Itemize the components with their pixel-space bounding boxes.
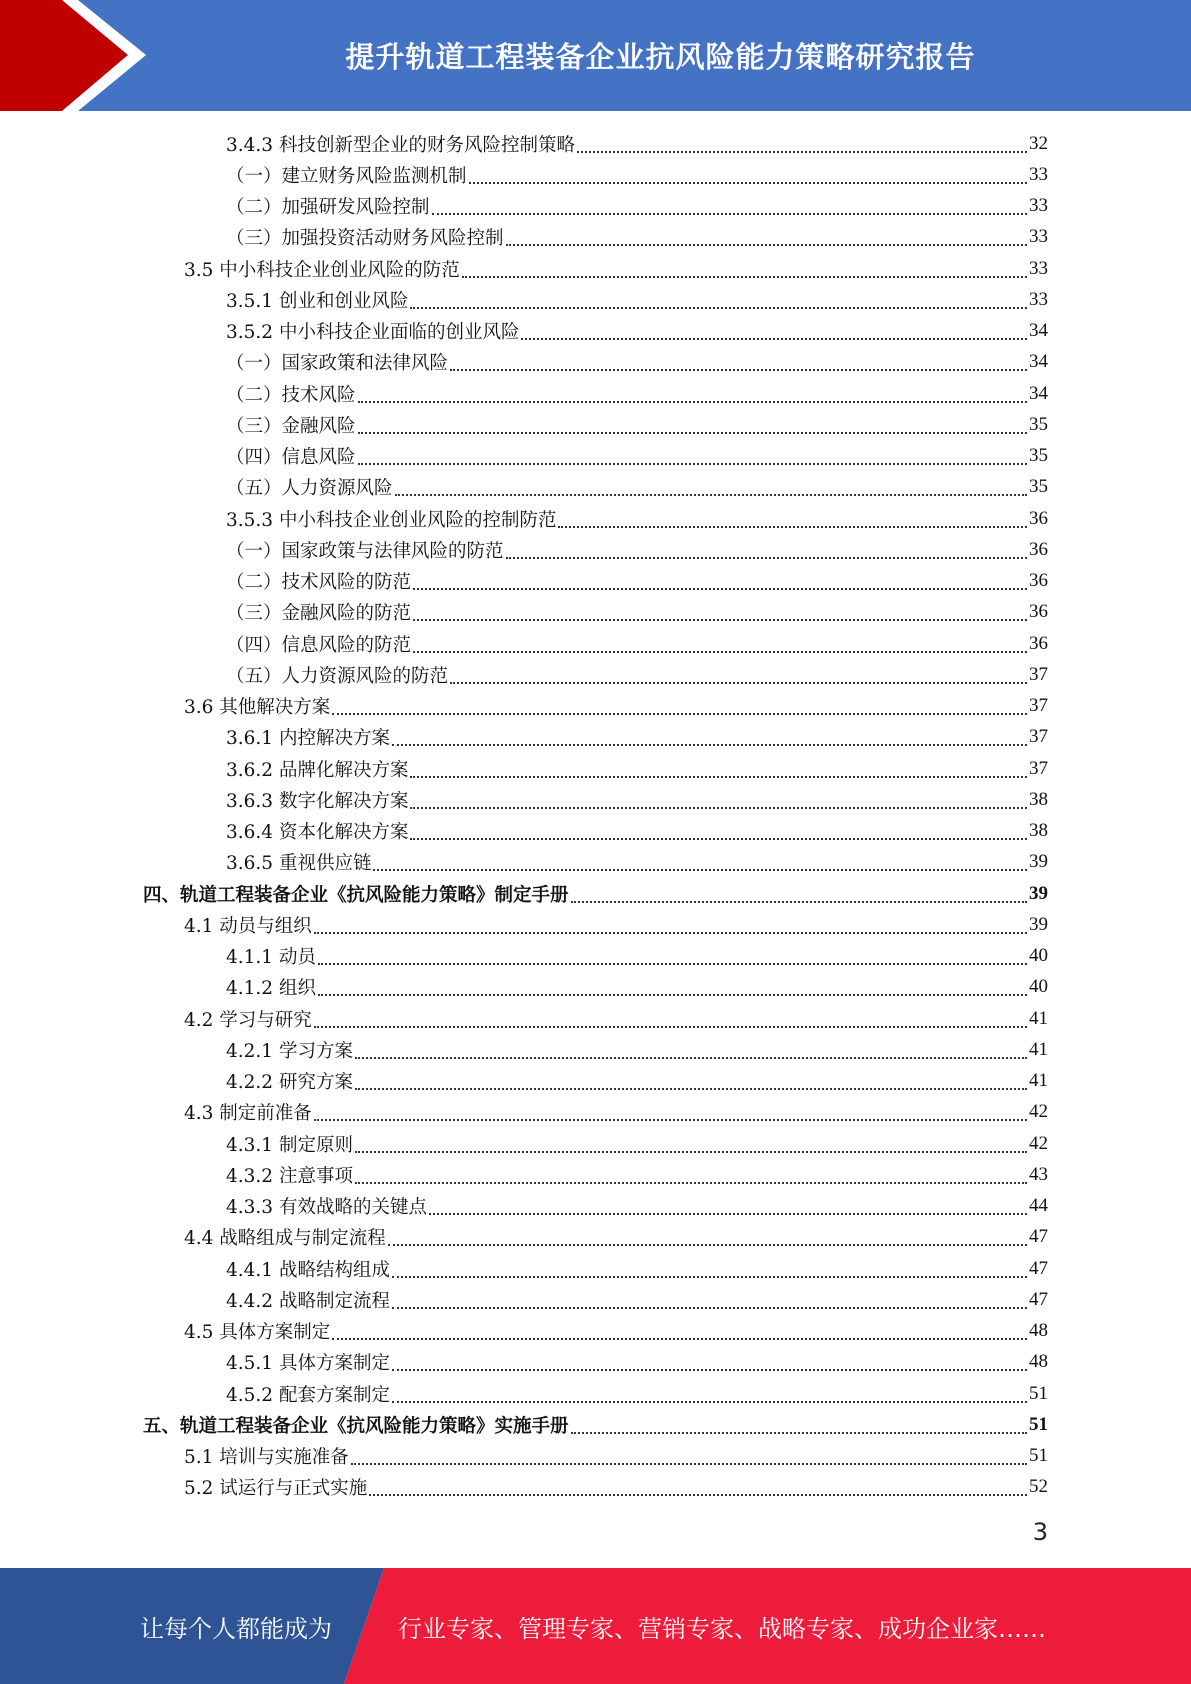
toc-dot-leader (450, 666, 1027, 684)
toc-entry-page: 37 (1029, 695, 1048, 716)
toc-entry-label: 4.2 学习与研究 (184, 1009, 312, 1031)
toc-entry-page: 48 (1029, 1351, 1048, 1373)
toc-entry-page: 51 (1029, 1413, 1048, 1435)
toc-dot-leader (429, 1197, 1027, 1215)
toc-entry-label: 3.5.2 中小科技企业面临的创业风险 (226, 322, 520, 343)
toc-entry-label: 4.4 战略组成与制定流程 (184, 1228, 386, 1250)
header-arrow-decoration (0, 0, 160, 111)
toc-entry[interactable] (226, 191, 1048, 222)
toc-entry-page: 39 (1029, 851, 1048, 873)
toc-entry-label: （三）金融风险 (226, 415, 356, 437)
toc-dot-leader (392, 1353, 1027, 1371)
toc-entry[interactable] (226, 316, 1048, 347)
toc-entry[interactable] (226, 941, 1048, 972)
toc-entry[interactable] (226, 597, 1048, 628)
toc-entry-page: 51 (1029, 1382, 1048, 1404)
toc-entry-page: 37 (1029, 663, 1048, 685)
footer-slogan-left: 让每个人都能成为 (140, 1614, 332, 1643)
toc-entry[interactable] (226, 441, 1048, 472)
toc-entry[interactable] (226, 1378, 1048, 1409)
toc-dot-leader (413, 635, 1027, 653)
toc-entry[interactable] (226, 534, 1048, 565)
toc-entry[interactable] (184, 1097, 1048, 1128)
toc-dot-leader (506, 228, 1027, 246)
toc-entry-page: 34 (1029, 382, 1048, 404)
toc-entry-label: 4.5.1 具体方案制定 (226, 1353, 390, 1375)
toc-entry[interactable] (226, 784, 1048, 815)
toc-entry-page: 43 (1029, 1163, 1048, 1185)
toc-entry-page: 44 (1029, 1195, 1048, 1216)
toc-entry-page: 33 (1029, 288, 1048, 310)
toc-dot-leader (410, 760, 1027, 778)
toc-entry-label: 4.5 具体方案制定 (184, 1322, 331, 1343)
toc-entry-label: 4.3.3 有效战略的关键点 (226, 1197, 427, 1218)
toc-dot-leader (410, 291, 1027, 309)
toc-entry-page: 41 (1029, 1007, 1048, 1029)
toc-dot-leader (392, 728, 1027, 746)
toc-dot-leader (413, 603, 1027, 621)
toc-dot-leader (373, 853, 1027, 871)
toc-dot-leader (395, 478, 1027, 496)
toc-entry[interactable] (226, 347, 1048, 378)
toc-entry[interactable] (143, 878, 1048, 909)
toc-entry-label: 3.5 中小科技企业创业风险的防范 (184, 259, 460, 281)
toc-entry[interactable] (226, 566, 1048, 597)
toc-entry-label: 4.3.2 注意事项 (226, 1165, 353, 1187)
toc-entry-label: 3.6 其他解决方案 (184, 697, 331, 718)
toc-entry[interactable] (184, 909, 1048, 940)
toc-entry-label: （三）加强投资活动财务风险控制 (226, 228, 504, 250)
toc-entry-page: 41 (1029, 1038, 1048, 1060)
toc-entry-page: 35 (1029, 413, 1048, 435)
toc-entry[interactable] (226, 1159, 1048, 1190)
page-number: 3 (1032, 1518, 1048, 1546)
toc-entry-page: 36 (1029, 538, 1048, 560)
toc-entry[interactable] (184, 1472, 1048, 1503)
toc-entry-page: 47 (1029, 1226, 1048, 1248)
toc-dot-leader (314, 1010, 1027, 1028)
report-title: 提升轨道工程装备企业抗风险能力策略研究报告 (345, 40, 976, 74)
toc-entry[interactable] (226, 284, 1048, 315)
toc-dot-leader (506, 541, 1027, 559)
toc-dot-leader (521, 322, 1027, 340)
toc-entry-label: 4.3 制定前准备 (184, 1103, 312, 1125)
toc-entry[interactable] (143, 1409, 1048, 1440)
page-header (0, 0, 1191, 111)
toc-entry-page: 47 (1029, 1288, 1048, 1310)
toc-entry[interactable] (226, 222, 1048, 253)
toc-entry-label: （四）信息风险 (226, 447, 356, 468)
toc-entry-label: 4.4.1 战略结构组成 (226, 1259, 390, 1281)
toc-entry-page: 33 (1029, 195, 1048, 216)
toc-entry[interactable] (226, 378, 1048, 409)
toc-dot-leader (571, 885, 1027, 903)
toc-entry[interactable] (226, 972, 1048, 1003)
toc-entry-page: 42 (1029, 1101, 1048, 1123)
toc-entry-label: （五）人力资源风险 (226, 478, 393, 500)
toc-entry-label: （一）建立财务风险监测机制 (226, 165, 467, 187)
toc-dot-leader (355, 1072, 1027, 1090)
toc-entry-page: 35 (1029, 445, 1048, 466)
toc-entry-label: 4.5.2 配套方案制定 (226, 1384, 390, 1406)
toc-entry-page: 36 (1029, 601, 1048, 623)
toc-entry[interactable] (226, 472, 1048, 503)
toc-entry-label: （四）信息风险的防范 (226, 634, 412, 656)
toc-entry-label: 4.2.1 学习方案 (226, 1040, 353, 1062)
toc-entry-page: 37 (1029, 757, 1048, 779)
toc-entry-page: 39 (1029, 913, 1048, 935)
toc-dot-leader (318, 978, 1027, 996)
toc-dot-leader (577, 135, 1027, 153)
toc-entry[interactable] (184, 1222, 1048, 1253)
toc-dot-leader (392, 1385, 1027, 1403)
toc-entry-page: 36 (1029, 507, 1048, 529)
toc-dot-leader (355, 1135, 1027, 1153)
toc-dot-leader (462, 260, 1027, 278)
toc-entry-page: 38 (1029, 788, 1048, 810)
toc-entry-label: 3.6.5 重视供应链 (226, 853, 372, 875)
toc-entry[interactable] (226, 1347, 1048, 1378)
toc-dot-leader (413, 572, 1027, 590)
toc-entry[interactable] (226, 159, 1048, 190)
toc-dot-leader (314, 916, 1027, 934)
toc-dot-leader (388, 1228, 1027, 1246)
toc-entry-page: 36 (1029, 570, 1048, 591)
toc-entry-label: 4.1 动员与组织 (184, 915, 312, 937)
toc-entry-page: 37 (1029, 726, 1048, 748)
toc-dot-leader (369, 1478, 1027, 1496)
toc-dot-leader (351, 1447, 1027, 1465)
toc-entry[interactable] (226, 753, 1048, 784)
toc-entry[interactable] (226, 128, 1048, 159)
toc-entry-page: 36 (1029, 632, 1048, 654)
toc-entry-label: 3.6.4 资本化解决方案 (226, 822, 409, 843)
toc-entry-label: 3.6.1 内控解决方案 (226, 728, 390, 750)
toc-entry-label: 五、轨道工程装备企业《抗风险能力策略》实施手册 (143, 1415, 569, 1437)
toc-entry-label: （三）金融风险的防范 (226, 603, 412, 625)
toc-entry-page: 32 (1029, 132, 1048, 154)
toc-dot-leader (410, 791, 1027, 809)
toc-entry-label: （一）国家政策和法律风险 (226, 353, 449, 375)
toc-entry-page: 40 (1029, 945, 1048, 966)
toc-dot-leader (318, 947, 1027, 965)
toc-entry-label: 3.5.3 中小科技企业创业风险的控制防范 (226, 509, 557, 531)
toc-dot-leader (358, 416, 1027, 434)
toc-entry[interactable] (226, 1284, 1048, 1315)
toc-entry-page: 42 (1029, 1132, 1048, 1154)
toc-entry-label: 5.1 培训与实施准备 (184, 1447, 349, 1468)
toc-dot-leader (469, 166, 1027, 184)
toc-dot-leader (571, 1416, 1027, 1434)
toc-entry-label: （二）加强研发风险控制 (226, 197, 430, 218)
toc-entry-label: 3.6.3 数字化解决方案 (226, 790, 409, 812)
toc-entry[interactable] (226, 847, 1048, 878)
toc-entry[interactable] (226, 628, 1048, 659)
toc-entry[interactable] (226, 1253, 1048, 1284)
toc-entry[interactable] (226, 722, 1048, 753)
toc-entry-page: 35 (1029, 476, 1048, 498)
toc-entry-label: 4.3.1 制定原则 (226, 1134, 353, 1156)
toc-entry[interactable] (184, 253, 1048, 284)
toc-entry[interactable] (184, 1441, 1048, 1472)
toc-entry[interactable] (184, 691, 1048, 722)
toc-entry-label: 4.2.2 研究方案 (226, 1072, 353, 1093)
toc-dot-leader (410, 822, 1027, 840)
toc-entry-label: （五）人力资源风险的防范 (226, 665, 449, 687)
toc-entry-page: 34 (1029, 351, 1048, 373)
toc-entry-label: 3.6.2 品牌化解决方案 (226, 759, 409, 781)
toc-entry-label: 4.4.2 战略制定流程 (226, 1290, 390, 1312)
toc-dot-leader (355, 1166, 1027, 1184)
toc-entry-page: 48 (1029, 1320, 1048, 1341)
toc-entry[interactable] (226, 409, 1048, 440)
toc-entry-page: 33 (1029, 226, 1048, 248)
toc-dot-leader (355, 1041, 1027, 1059)
toc-entry-page: 38 (1029, 820, 1048, 841)
toc-dot-leader (358, 447, 1027, 465)
toc-dot-leader (392, 1291, 1027, 1309)
toc-entry-page: 51 (1029, 1445, 1048, 1466)
toc-entry-label: （二）技术风险的防范 (226, 572, 412, 593)
toc-entry[interactable] (184, 1316, 1048, 1347)
page-footer (0, 1568, 1191, 1684)
toc-dot-leader (392, 1260, 1027, 1278)
toc-entry-label: 四、轨道工程装备企业《抗风险能力策略》制定手册 (143, 884, 569, 906)
toc-entry[interactable] (226, 503, 1048, 534)
toc-entry-label: 5.2 试运行与正式实施 (184, 1478, 368, 1500)
toc-entry-label: （二）技术风险 (226, 384, 356, 406)
toc-dot-leader (358, 385, 1027, 403)
toc-dot-leader (332, 697, 1027, 715)
toc-entry[interactable] (226, 1034, 1048, 1065)
toc-entry-page: 39 (1029, 882, 1048, 904)
toc-entry-label: （一）国家政策与法律风险的防范 (226, 540, 504, 562)
toc-entry-page: 47 (1029, 1257, 1048, 1279)
toc-entry[interactable] (184, 1003, 1048, 1034)
toc-entry-label: 4.1.1 动员 (226, 947, 316, 968)
toc-entry[interactable] (226, 1191, 1048, 1222)
toc-entry[interactable] (226, 816, 1048, 847)
toc-dot-leader (314, 1103, 1027, 1121)
toc-entry-page: 33 (1029, 163, 1048, 185)
toc-dot-leader (450, 353, 1027, 371)
toc-dot-leader (332, 1322, 1027, 1340)
toc-dot-leader (432, 197, 1027, 215)
toc-entry-page: 40 (1029, 976, 1048, 998)
toc-entry-label: 3.4.3 科技创新型企业的财务风险控制策略 (226, 134, 575, 156)
toc-entry[interactable] (226, 1128, 1048, 1159)
toc-entry-label: 3.5.1 创业和创业风险 (226, 290, 409, 312)
toc-entry[interactable] (226, 659, 1048, 690)
toc-entry-page: 41 (1029, 1070, 1048, 1091)
footer-slogan-right: 行业专家、管理专家、营销专家、战略专家、成功企业家…… (398, 1614, 1046, 1643)
toc-entry-page: 52 (1029, 1476, 1048, 1498)
toc-entry[interactable] (226, 1066, 1048, 1097)
toc-dot-leader (558, 510, 1027, 528)
toc-entry-page: 33 (1029, 257, 1048, 279)
toc-entry-page: 34 (1029, 320, 1048, 341)
toc-entry-label: 4.1.2 组织 (226, 978, 316, 1000)
